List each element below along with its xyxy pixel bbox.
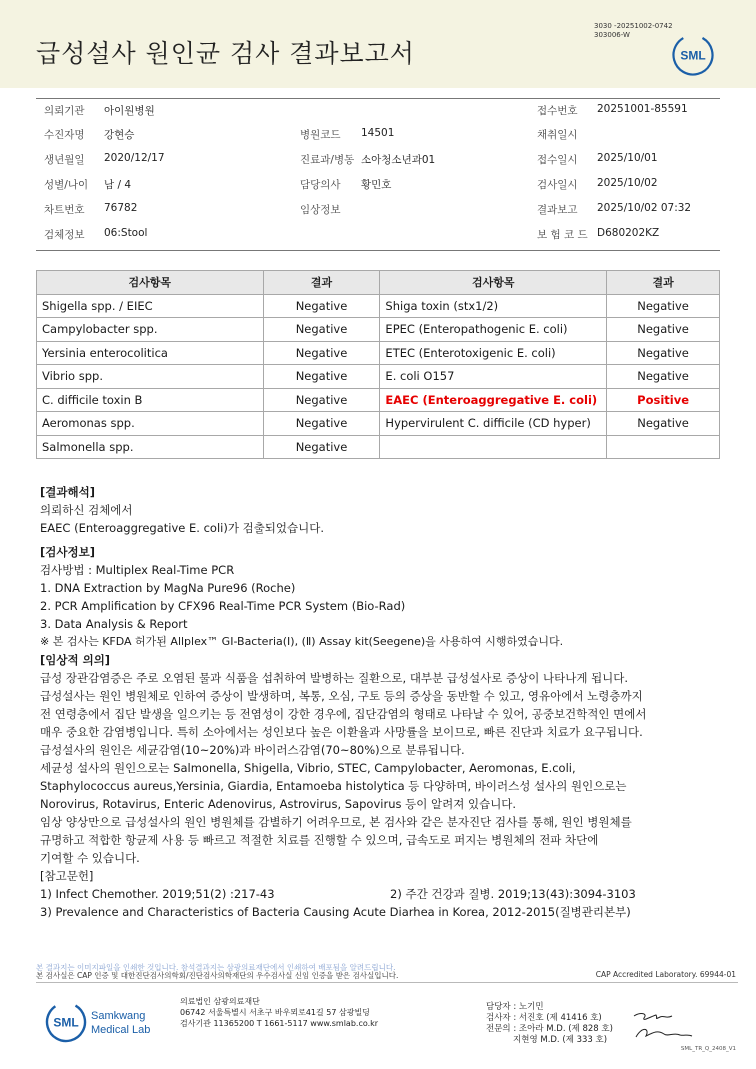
- report-title: 급성설사 원인균 검사 결과보고서: [36, 39, 415, 68]
- organization-address: 06742 서울특별시 서초구 바우뫼로41길 57 삼광빌딩: [180, 1008, 370, 1017]
- clinical-line: 급성설사는 원인 병원체로 인하여 증상이 발생하며, 복통, 오심, 구토 등의 증상을 동반할 수 있고, 영유아에서 노령층까지: [40, 689, 643, 703]
- clinical-line: 기여할 수 있습니다.: [40, 851, 140, 865]
- test-result: Negative: [263, 341, 380, 365]
- test-date-value: 2025/10/02: [597, 177, 658, 189]
- specimen-label: 검체정보: [44, 229, 85, 241]
- test-info-line: 1. DNA Extraction by MagNa Pure96 (Roche): [40, 581, 296, 595]
- chart-no-label: 차트번호: [44, 204, 85, 216]
- test-info-line: ※ 본 검사는 KFDA 허가된 Allplex™ GI-Bacteria(Ⅰ), (Ⅱ) Assay kit(Seegene)을 사용하여 시행하였습니다.: [40, 635, 564, 648]
- organization-name: 의료법인 삼광의료재단: [180, 997, 260, 1006]
- test-item: Shiga toxin (stx1/2): [380, 294, 607, 318]
- samkwang-logo-icon: [44, 1000, 164, 1044]
- test-result: Negative: [263, 412, 380, 436]
- org-label: 의뢰기관: [44, 105, 85, 117]
- receipt-date-label: 접수일시: [537, 154, 578, 166]
- document-codes: [594, 22, 673, 40]
- table-header-row: [37, 271, 720, 295]
- clinical-line: 임상 양상만으로 급성설사의 원인 병원체를 감별하기 어려우므로, 본 검사와 같은 분자진단 검사를 통해, 원인 병원체를: [40, 815, 632, 829]
- clinical-line: 급성 장관감염증은 주로 오염된 물과 식품을 섭취하여 발병하는 질환으로, 대부분 급성설사로 증상이 나타나게 됩니다.: [40, 671, 629, 685]
- test-item: Campylobacter spp.: [37, 318, 264, 342]
- organization-info: [180, 996, 378, 1029]
- header-result-1: 결과: [263, 271, 380, 295]
- clinical-line: 세균성 설사의 원인으로는 Salmonella, Shigella, Vibrio, STEC, Campylobacter, Aeromonas, E.coli,: [40, 761, 576, 775]
- test-item: Aeromonas spp.: [37, 412, 264, 436]
- sex-age-label: 성별/나이: [44, 179, 89, 191]
- patient-label: 수진자명: [44, 129, 85, 141]
- receipt-no-value: 20251001-85591: [597, 103, 688, 115]
- dept-value: 소아청소년과01: [361, 154, 436, 166]
- test-info-heading: [검사정보]: [40, 545, 95, 559]
- table-row: [37, 435, 720, 459]
- info-row-4: [0, 177, 756, 199]
- test-info-line: 3. Data Analysis & Report: [40, 617, 188, 631]
- info-row-1: [0, 103, 756, 125]
- signature-icon: [628, 1004, 698, 1044]
- test-item: [380, 435, 607, 459]
- footer-logo-text: SML: [53, 1015, 79, 1030]
- test-item: Hypervirulent C. difficile (CD hyper): [380, 412, 607, 436]
- reference-2: 2) 주간 건강과 질병. 2019;13(43):3094-3103: [390, 887, 636, 901]
- clinical-line: 급성설사의 원인은 세균감염(10~20%)과 바이러스감염(70~80%)으로 분류됩니다.: [40, 743, 465, 757]
- info-top-rule: [36, 98, 720, 99]
- test-result: Negative: [607, 412, 720, 436]
- patient-value: 강현승: [104, 129, 135, 141]
- clinical-info-label: 임상정보: [300, 204, 341, 216]
- info-row-5: [0, 202, 756, 224]
- test-result: Negative: [263, 318, 380, 342]
- staff-block: [486, 1002, 613, 1046]
- info-row-2: [0, 127, 756, 149]
- organization-contact: 검사기관 11365200 T 1661-5117 www.smlab.co.kr: [180, 1019, 379, 1028]
- dob-label: 생년월일: [44, 154, 85, 166]
- clinical-line: 매우 중요한 감염병입니다. 특히 소아에서는 성인보다 높은 이환율과 사망률을 보이므로, 빠른 진단과 치료가 요구됩니다.: [40, 725, 643, 739]
- table-row: [37, 365, 720, 389]
- logo-text: SML: [680, 48, 706, 63]
- insurance-value: D680202KZ: [597, 227, 660, 239]
- results-table: [36, 270, 720, 459]
- sml-logo-icon: [672, 34, 714, 76]
- clinical-line: 전 연령층에서 집단 발생을 일으키는 등 전염성이 강한 경우에, 집단감염의 형태로 나타날 수 있어, 공중보건학적인 면에서: [40, 707, 647, 721]
- header-test-item-2: 검사항목: [380, 271, 607, 295]
- cap-accreditation-note: 본 검사실은 CAP 인증 및 대한진단검사의학회/진단검사의학재단의 우수검사실 신임 인증을 받은 검사실입니다.: [36, 971, 399, 980]
- test-item: Yersinia enterocolitica: [37, 341, 264, 365]
- cap-lab-number: CAP Accredited Laboratory. 69944-01: [595, 970, 736, 979]
- footer-rule: [36, 982, 738, 983]
- test-result: Negative: [263, 435, 380, 459]
- brand-line-1: Samkwang: [91, 1010, 146, 1022]
- positive-result: Positive: [607, 388, 720, 412]
- info-row-6: [0, 227, 756, 249]
- references-heading: [참고문헌]: [40, 869, 94, 883]
- test-result: Negative: [607, 341, 720, 365]
- report-body: [40, 483, 730, 921]
- receipt-date-value: 2025/10/01: [597, 152, 658, 164]
- test-item: E. coli O157: [380, 365, 607, 389]
- doc-code-1: 3030 -20251002-0742: [594, 22, 673, 30]
- print-disclaimer: 본 결과지는 이미지파일을 인쇄한 것입니다. 참석결과지는 삼광의료재단에서 인쇄하여 배포됨을 알려드립니다.: [36, 963, 396, 972]
- test-info-line: 검사방법 : Multiplex Real-Time PCR: [40, 563, 235, 577]
- test-item: Vibrio spp.: [37, 365, 264, 389]
- staff-manager: 담당자 : 노기민: [486, 1002, 544, 1012]
- test-result: Negative: [263, 365, 380, 389]
- staff-specialist-2: 지현영 M.D. (제 333 호): [486, 1035, 608, 1045]
- test-item: ETEC (Enterotoxigenic E. coli): [380, 341, 607, 365]
- test-info-line: 2. PCR Amplification by CFX96 Real-Time PCR System (Bio-Rad): [40, 599, 406, 613]
- collection-date-label: 채취일시: [537, 129, 578, 141]
- staff-specialist-1: 전문의 : 조아라 M.D. (제 828 호): [486, 1024, 613, 1034]
- org-value: 아이원병원: [104, 105, 155, 117]
- interpretation-line: 의뢰하신 검체에서: [40, 503, 133, 517]
- test-item: C. difficile toxin B: [37, 388, 264, 412]
- clinical-line: Staphylococcus aureus,Yersinia, Giardia, Entamoeba histolytica 등 다양하며, 바이러스성 설사의 원인으로는: [40, 779, 627, 793]
- clinical-significance-heading: [임상적 의의]: [40, 653, 111, 667]
- table-row: [37, 294, 720, 318]
- table-row: [37, 318, 720, 342]
- test-result: Negative: [263, 294, 380, 318]
- test-result: [607, 435, 720, 459]
- form-code: SML_TR_Q_2408_V1: [680, 1046, 736, 1052]
- hospital-code-value: 14501: [361, 127, 395, 139]
- info-row-3: [0, 152, 756, 174]
- doctor-label: 담당의사: [300, 179, 341, 191]
- insurance-label: 보 험 코 드: [537, 229, 588, 241]
- table-row: [37, 388, 720, 412]
- interpretation-line: EAEC (Enteroaggregative E. coli)가 검출되었습니다.: [40, 521, 325, 535]
- report-value: 2025/10/02 07:32: [597, 202, 692, 214]
- test-item: Salmonella spp.: [37, 435, 264, 459]
- interpretation-heading: [결과해석]: [40, 485, 95, 499]
- report-label: 결과보고: [537, 204, 578, 216]
- test-result: Negative: [607, 365, 720, 389]
- reference-row: [40, 885, 730, 903]
- staff-tester: 검사자 : 서진호 (제 41416 호): [486, 1013, 602, 1023]
- reference-1: 1) Infect Chemother. 2019;51(2) :217-43: [40, 887, 275, 901]
- doc-code-2: 303006-W: [594, 31, 630, 39]
- test-item: Shigella spp. / EIEC: [37, 294, 264, 318]
- positive-test-item: EAEC (Enteroaggregative E. coli): [380, 388, 607, 412]
- test-date-label: 검사일시: [537, 179, 578, 191]
- chart-no-value: 76782: [104, 202, 138, 214]
- header-result-2: 결과: [607, 271, 720, 295]
- clinical-line: Norovirus, Rotavirus, Enteric Adenovirus, Astrovirus, Sapovirus 등이 알려져 있습니다.: [40, 797, 517, 811]
- test-result: Negative: [607, 294, 720, 318]
- test-item: EPEC (Enteropathogenic E. coli): [380, 318, 607, 342]
- receipt-no-label: 접수번호: [537, 105, 578, 117]
- sex-age-value: 남 / 4: [104, 179, 132, 191]
- dob-value: 2020/12/17: [104, 152, 165, 164]
- doctor-value: 황민호: [361, 179, 392, 191]
- dept-label: 진료과/병동: [300, 154, 355, 166]
- test-result: Negative: [263, 388, 380, 412]
- table-row: [37, 412, 720, 436]
- hospital-code-label: 병원코드: [300, 129, 341, 141]
- header-test-item-1: 검사항목: [37, 271, 264, 295]
- specimen-value: 06:Stool: [104, 227, 148, 239]
- info-bottom-rule: [36, 250, 720, 251]
- table-row: [37, 341, 720, 365]
- test-result: Negative: [607, 318, 720, 342]
- clinical-line: 규명하고 적합한 항균제 사용 등 빠르고 적절한 치료를 진행할 수 있으며, 급속도로 퍼지는 병원체의 전파 차단에: [40, 833, 599, 847]
- brand-line-2: Medical Lab: [91, 1024, 151, 1036]
- reference-3: 3) Prevalence and Characteristics of Bacteria Causing Acute Diarhea in Korea, 2012-2015(질병관리본부): [40, 905, 631, 919]
